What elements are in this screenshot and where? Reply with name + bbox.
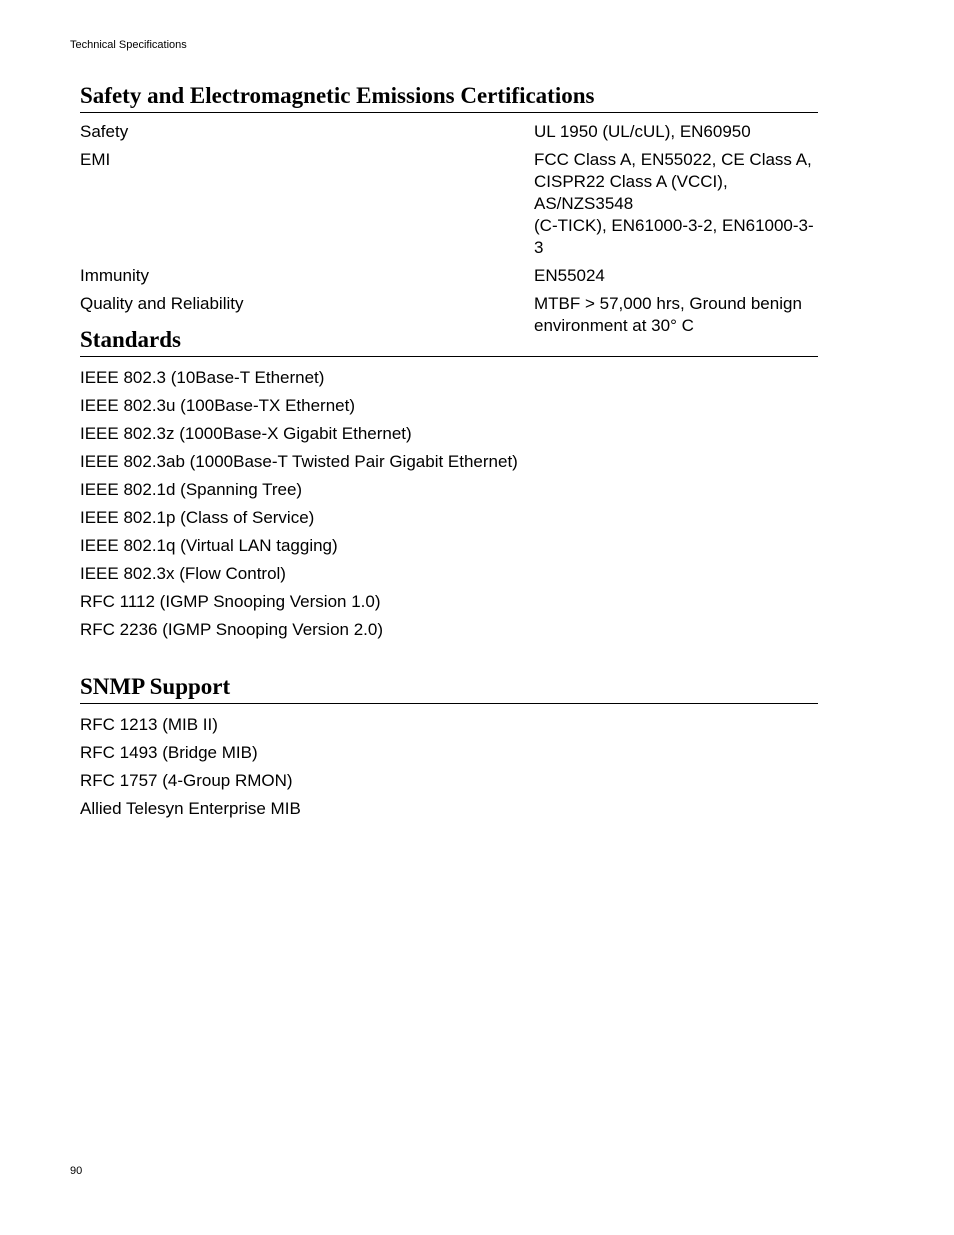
spec-value: UL 1950 (UL/cUL), EN60950 xyxy=(534,122,751,141)
snmp-list xyxy=(80,714,818,820)
snmp-support-section xyxy=(80,673,818,826)
list-item: IEEE 802.3ab (1000Base-T Twisted Pair Gigabit Ethernet) xyxy=(80,452,518,471)
list-item: IEEE 802.3x (Flow Control) xyxy=(80,564,286,583)
list-item: IEEE 802.3 (10Base-T Ethernet) xyxy=(80,368,325,387)
spec-label: Immunity xyxy=(80,266,149,285)
running-header: Technical Specifications xyxy=(70,39,187,51)
list-item: RFC 1213 (MIB II) xyxy=(80,715,218,734)
spec-label: Quality and Reliability xyxy=(80,294,244,313)
list-item: Allied Telesyn Enterprise MIB xyxy=(80,799,301,818)
list-item: RFC 2236 (IGMP Snooping Version 2.0) xyxy=(80,620,384,639)
list-item: IEEE 802.3z (1000Base-X Gigabit Ethernet) xyxy=(80,424,412,443)
spec-row-immunity xyxy=(80,265,818,287)
spec-value: EN55024 xyxy=(534,266,605,285)
list-item: IEEE 802.3u (100Base-TX Ethernet) xyxy=(80,396,355,415)
spec-label: EMI xyxy=(80,150,111,169)
spec-row-safety xyxy=(80,121,818,143)
list-item: RFC 1493 (Bridge MIB) xyxy=(80,743,258,762)
standards-list xyxy=(80,367,818,641)
list-item: IEEE 802.1d (Spanning Tree) xyxy=(80,480,303,499)
safety-certifications-section xyxy=(80,82,818,343)
spec-table xyxy=(80,121,818,337)
spec-row-emi xyxy=(80,149,818,259)
list-item: RFC 1112 (IGMP Snooping Version 1.0) xyxy=(80,592,381,611)
standards-section xyxy=(80,326,818,647)
list-item: RFC 1757 (4-Group RMON) xyxy=(80,771,293,790)
list-item: IEEE 802.1q (Virtual LAN tagging) xyxy=(80,536,338,555)
section-title: Standards xyxy=(80,326,818,357)
list-item: IEEE 802.1p (Class of Service) xyxy=(80,508,315,527)
spec-value: FCC Class A, EN55022, CE Class A, CISPR22 Class A (VCCI), AS/NZS3548 (C-TICK), EN61000-3-2, EN61000-3-3 xyxy=(534,150,814,257)
section-title: SNMP Support xyxy=(80,673,818,704)
spec-label: Safety xyxy=(80,122,129,141)
spec-value: MTBF > 57,000 hrs, Ground benign environment at 30° C xyxy=(534,294,802,335)
page-number: 90 xyxy=(70,1165,83,1177)
section-title: Safety and Electromagnetic Emissions Certifications xyxy=(80,82,818,113)
